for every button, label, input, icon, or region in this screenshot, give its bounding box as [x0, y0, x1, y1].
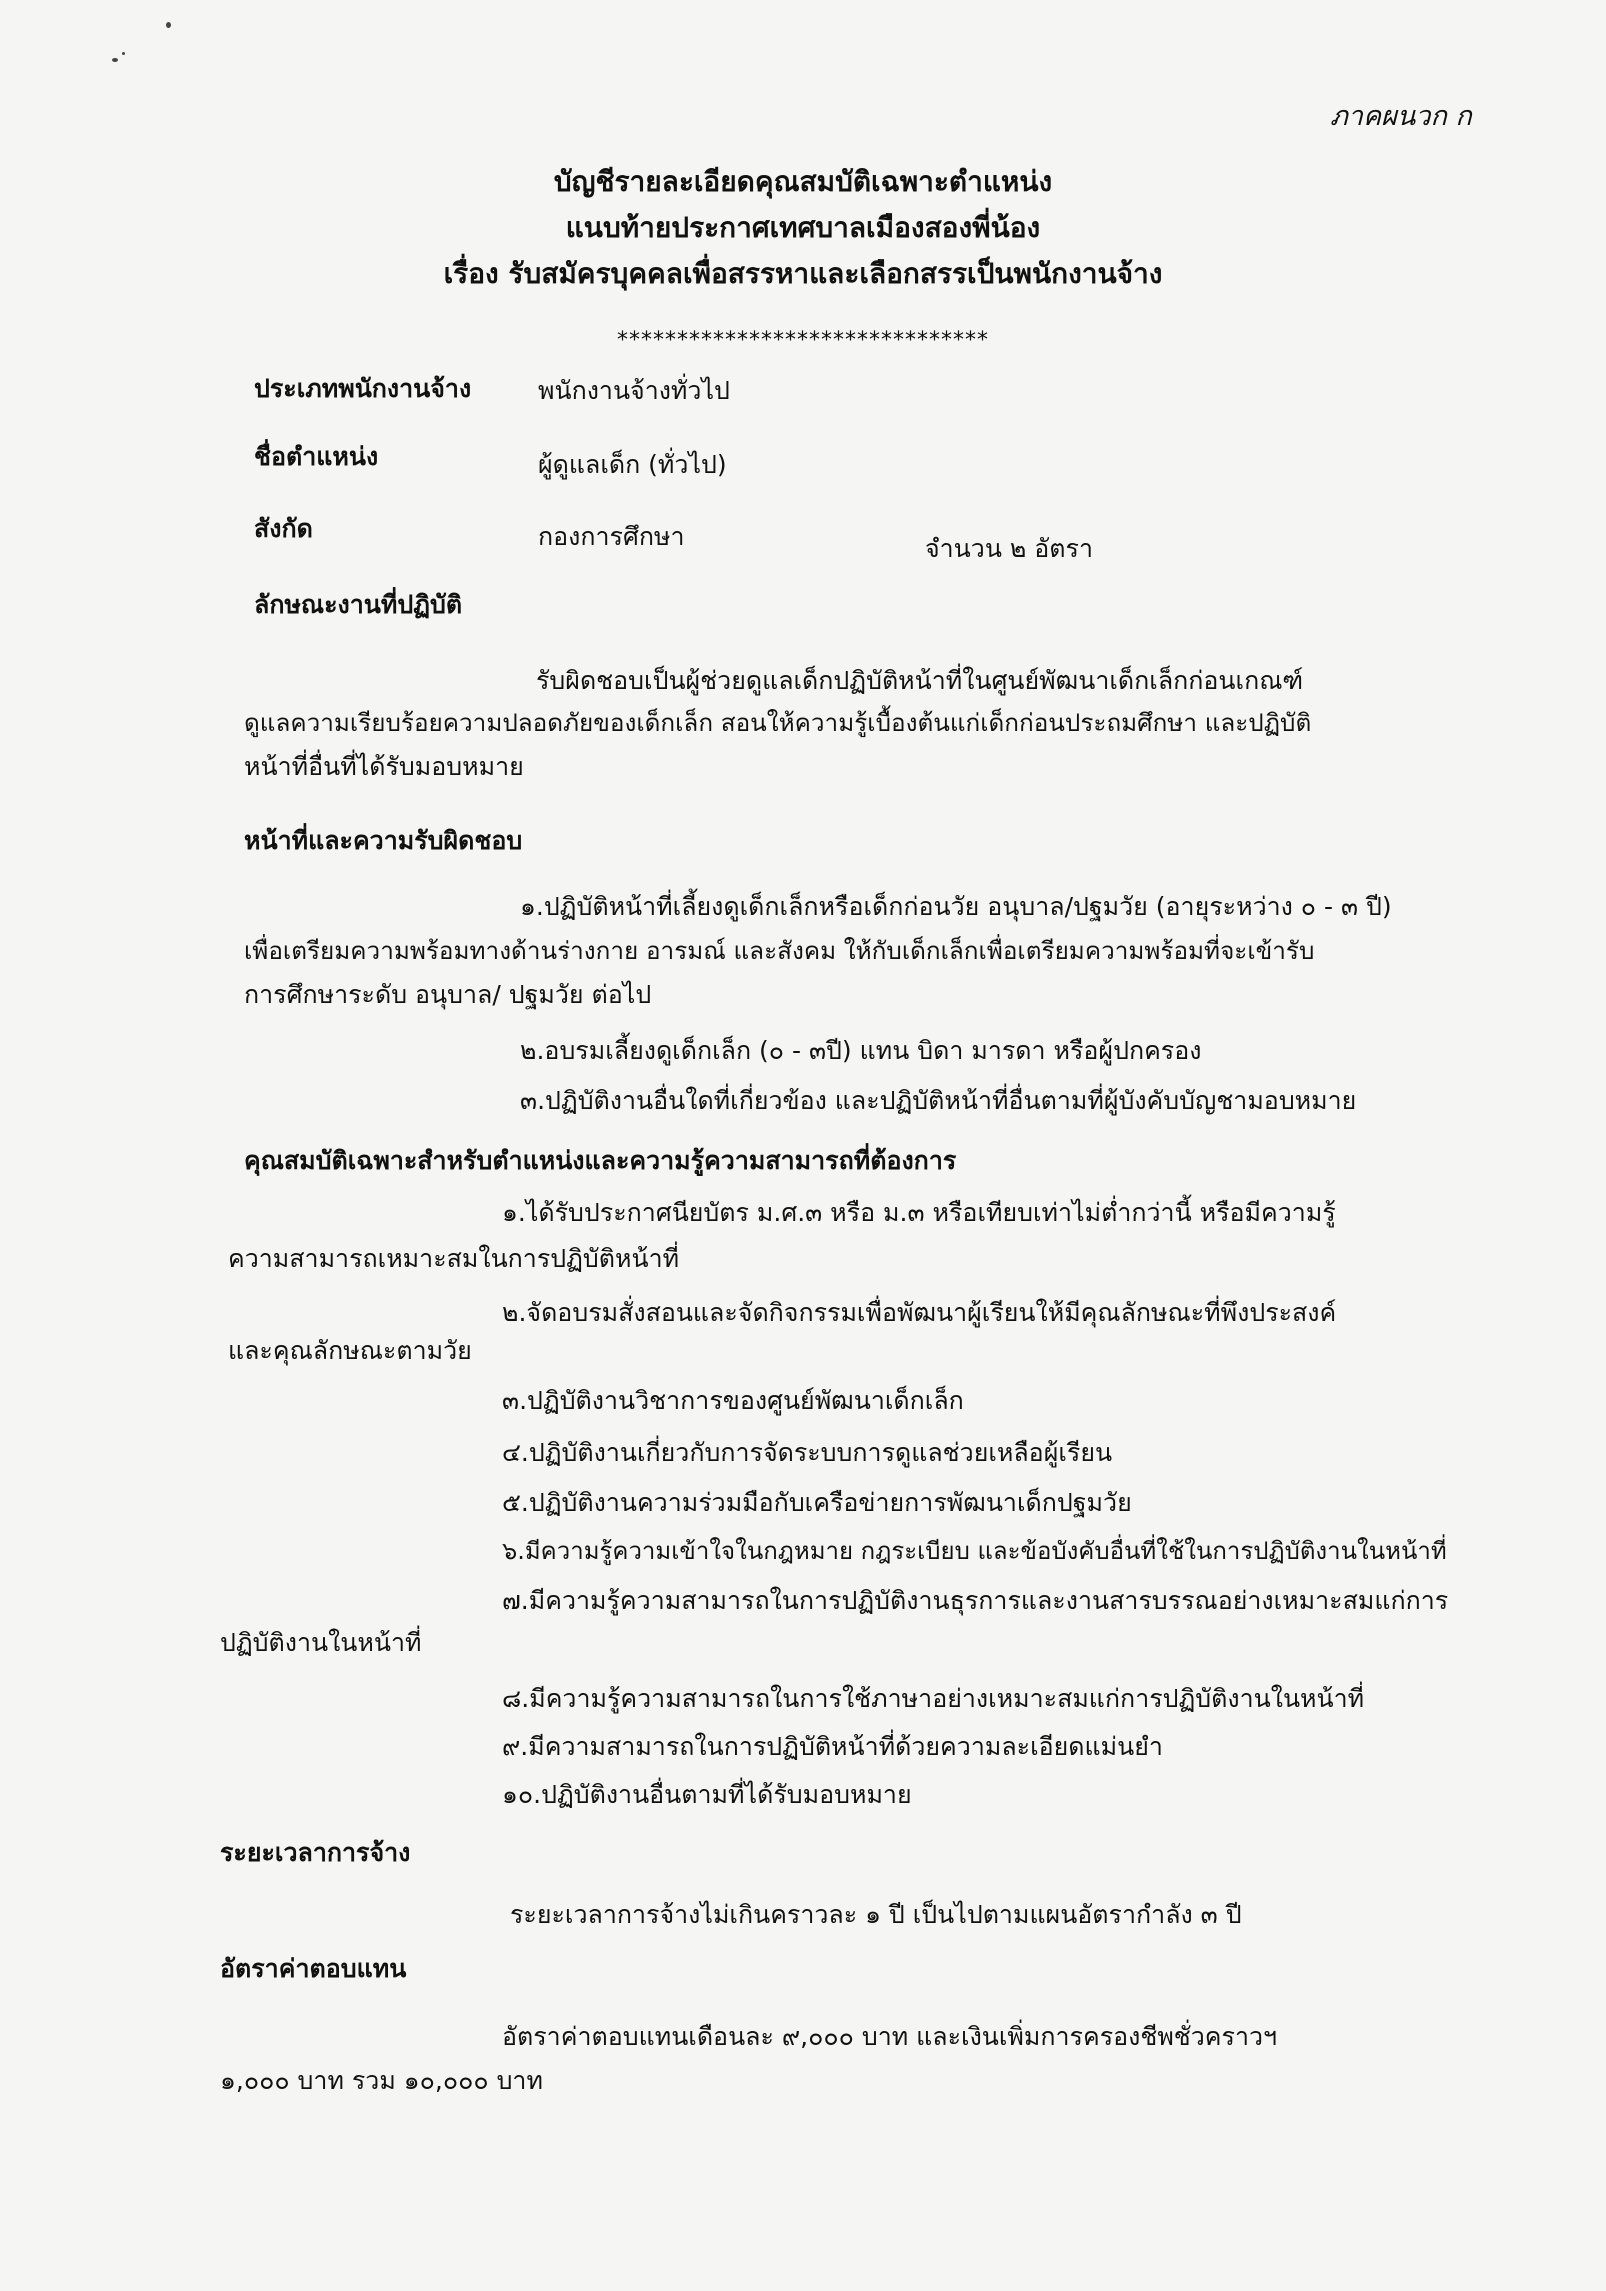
job-nature-line1: รับผิดชอบเป็นผู้ช่วยดูแลเด็กปฏิบัติหน้าที่ในศูนย์พัฒนาเด็กเล็กก่อนเกณฑ์ [536, 666, 1304, 695]
job-nature-line3: หน้าที่อื่นที่ได้รับมอบหมาย [244, 752, 524, 781]
qualification-item-4: ๔.ปฏิบัติงานเกี่ยวกับการจัดระบบการดูแลช่วยเหลือผู้เรียน [502, 1438, 1113, 1467]
qualification-item-3: ๓.ปฏิบัติงานวิชาการของศูนย์พัฒนาเด็กเล็ก [502, 1386, 964, 1415]
job-nature-line2: ดูแลความเรียบร้อยความปลอดภัยของเด็กเล็ก สอนให้ความรู้เบื้องต้นแก่เด็กก่อนประถมศึกษา และปฏิบัติ [244, 708, 1312, 737]
qualification-item-5: ๕.ปฏิบัติงานความร่วมมือกับเครือข่ายการพัฒนาเด็กปฐมวัย [502, 1488, 1132, 1517]
qualification-item-9: ๙.มีความสามารถในการปฏิบัติหน้าที่ด้วยความละเอียดแม่นยำ [502, 1732, 1163, 1761]
scan-speck [166, 22, 171, 28]
affiliation-value: กองการศึกษา [538, 522, 685, 551]
qualification-item-10: ๑๐.ปฏิบัติงานอื่นตามที่ได้รับมอบหมาย [502, 1780, 912, 1809]
title-divider: ******************************* [617, 328, 989, 353]
duty-item-3: ๓.ปฏิบัติงานอื่นใดที่เกี่ยวข้อง และปฏิบัติหน้าที่อื่นตามที่ผู้บังคับบัญชามอบหมาย [520, 1086, 1357, 1115]
qualification-item-1-line2: ความสามารถเหมาะสมในการปฏิบัติหน้าที่ [228, 1244, 680, 1273]
scan-speck [112, 58, 118, 62]
employee-type-value: พนักงานจ้างทั่วไป [538, 376, 730, 405]
compensation-heading: อัตราค่าตอบแทน [220, 1954, 407, 1983]
qualification-item-7-line2: ปฏิบัติงานในหน้าที่ [220, 1628, 422, 1657]
compensation-line2: ๑,๐๐๐ บาท รวม ๑๐,๐๐๐ บาท [220, 2066, 543, 2095]
employment-period-text: ระยะเวลาการจ้างไม่เกินคราวละ ๑ ปี เป็นไปตามแผนอัตรากำลัง ๓ ปี [510, 1900, 1242, 1929]
position-value: ผู้ดูแลเด็ก (ทั่วไป) [538, 450, 727, 479]
qualification-item-6: ๖.มีความรู้ความเข้าใจในกฎหมาย กฎระเบียบ และข้อบังคับอื่นที่ใช้ในการปฏิบัติงานในหน้าที่ [502, 1537, 1447, 1565]
document-title-line2: แนบท้ายประกาศเทศบาลเมืองสองพี่น้อง [565, 211, 1041, 244]
duty-item-1-line2: เพื่อเตรียมความพร้อมทางด้านร่างกาย อารมณ์ และสังคม ให้กับเด็กเล็กเพื่อเตรียมความพร้อมที่จะเข้ารับ [244, 936, 1315, 965]
compensation-line1: อัตราค่าตอบแทนเดือนละ ๙,๐๐๐ บาท และเงินเพิ่มการครองชีพชั่วคราวฯ [502, 2022, 1278, 2051]
position-label: ชื่อตำแหน่ง [254, 442, 379, 471]
duties-heading: หน้าที่และความรับผิดชอบ [244, 826, 523, 855]
document-title-line3: เรื่อง รับสมัครบุคคลเพื่อสรรหาและเลือกสรรเป็นพนักงานจ้าง [443, 257, 1163, 290]
duty-item-1-line1: ๑.ปฏิบัติหน้าที่เลี้ยงดูเด็กเล็กหรือเด็กก่อนวัย อนุบาล/ปฐมวัย (อายุระหว่าง ๐ - ๓ ปี) [520, 892, 1392, 921]
qualification-item-1-line1: ๑.ได้รับประกาศนียบัตร ม.ศ.๓ หรือ ม.๓ หรือเทียบเท่าไม่ต่ำกว่านี้ หรือมีความรู้ [502, 1198, 1336, 1227]
duty-item-2: ๒.อบรมเลี้ยงดูเด็กเล็ก (๐ - ๓ปี) แทน บิดา มารดา หรือผู้ปกครอง [520, 1036, 1202, 1065]
employee-type-label: ประเภทพนักงานจ้าง [254, 374, 472, 403]
qualification-item-2-line1: ๒.จัดอบรมสั่งสอนและจัดกิจกรรมเพื่อพัฒนาผู้เรียนให้มีคุณลักษณะที่พึงประสงค์ [502, 1298, 1337, 1327]
duty-item-1-line3: การศึกษาระดับ อนุบาล/ ปฐมวัย ต่อไป [244, 980, 652, 1009]
employment-period-heading: ระยะเวลาการจ้าง [220, 1838, 411, 1867]
qualifications-heading: คุณสมบัติเฉพาะสำหรับตำแหน่งและความรู้ความสามารถที่ต้องการ [244, 1146, 957, 1175]
document-title-line1: บัญชีรายละเอียดคุณสมบัติเฉพาะตำแหน่ง [553, 165, 1053, 198]
qualification-item-8: ๘.มีความรู้ความสามารถในการใช้ภาษาอย่างเหมาะสมแก่การปฏิบัติงานในหน้าที่ [502, 1684, 1365, 1713]
scan-speck [122, 52, 125, 55]
qualification-item-7-line1: ๗.มีความรู้ความสามารถในการปฏิบัติงานธุรการและงานสารบรรณอย่างเหมาะสมแก่การ [502, 1586, 1449, 1615]
appendix-label: ภาคผนวก ก [1330, 101, 1472, 132]
job-nature-heading: ลักษณะงานที่ปฏิบัติ [254, 590, 463, 619]
position-count: จำนวน ๒ อัตรา [925, 534, 1093, 563]
affiliation-label: สังกัด [254, 514, 313, 543]
qualification-item-2-line2: และคุณลักษณะตามวัย [228, 1336, 472, 1365]
